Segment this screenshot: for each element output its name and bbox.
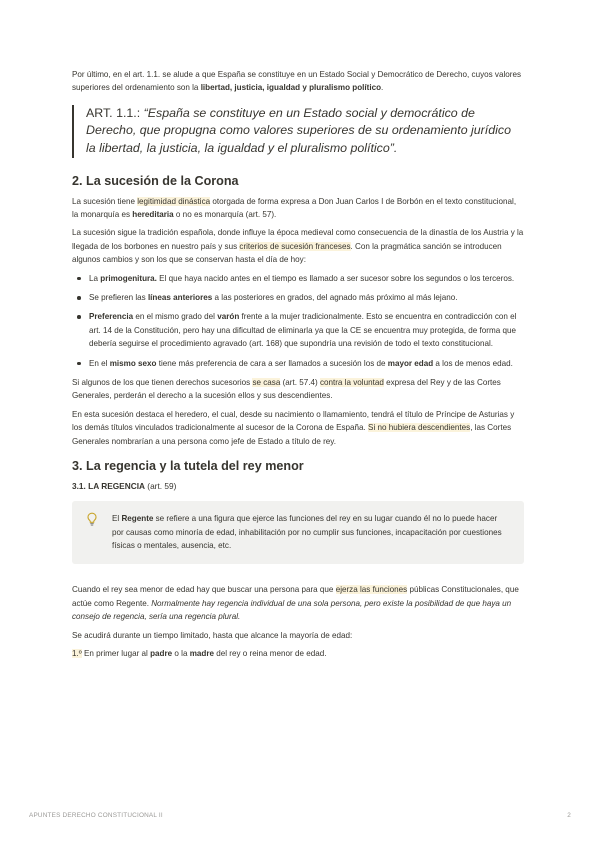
article-quote [72,105,524,158]
bullet-icon [77,315,81,319]
paragraph: La sucesión sigue la tradición española, donde influye la época medieval como consecuencia de la dinastía de los Austria y la llegada de los borbones en nuestro país y sus criterios de sucesión franceses. Con la pragmática sanción se introducen algunos cambios y son los que se conservan hasta el día de hoy: [72,228,524,265]
bullet-icon [77,362,81,366]
succession-criteria-list [72,272,524,370]
quote-text: “España se constituye en un Estado social y democrático de Derecho, que propugna como valores superiores de su ordenamiento jurídico la libertad, la justicia, la igualdad y el pluralismo político”. [86,105,511,155]
intro-paragraph: Por último, en el art. 1.1. se alude a que España se constituye en un Estado Social y Democrático de Derecho, cuyos valores superiores del ordenamiento son la libertad, justicia, igualdad y pluralismo político. [72,70,522,93]
highlight: legitimidad dinástica [137,196,211,206]
paragraph: Se acudirá durante un tiempo limitado, hasta que alcance la mayoría de edad: [72,630,353,640]
bullet-icon [77,296,81,300]
page-footer [29,812,571,819]
ordinal-marker: 1.º [72,648,82,658]
paragraph: La sucesión tiene legitimidad dinástica otorgada de forma expresa a Don Juan Carlos I de Borbón en el texto constitucional, la monarquía es hereditaria o no es monarquía (art. 57). [72,196,517,219]
document-page [72,68,524,665]
list-item: Se prefieren las líneas anteriores a las posteriores en grados, del agnado más próximo al más lejano. [72,291,524,304]
highlight: se casa [252,378,281,388]
subsection-heading: 3.1. LA REGENCIA (art. 59) [72,481,177,492]
list-item: Preferencia en el mismo grado del varón frente a la mujer tradicionalmente. Esto se encuentra en contradicción con el art. 14 de la Constitución, pero hay una dificultad de eliminarla ya que la CE se encuentra muy protegida, de forma que debería seguirse el procedimiento agravado (art. 168) que supondría una revisión de todo el texto constitucional. [72,310,524,350]
paragraph: 1.º En primer lugar al padre o la madre del rey o reina menor de edad. [72,648,327,658]
list-item: En el mismo sexo tiene más preferencia de cara a ser llamados a sucesión los de mayor edad a los de menos edad. [72,357,524,370]
highlight: criterios de sucesión franceses [239,241,351,251]
paragraph: Si algunos de los que tienen derechos sucesorios se casa (art. 57.4) contra la voluntad expresa del Rey y de las Cortes Generales, perderán el derecho a la sucesión ellos y sus descendientes. [72,378,501,401]
page-number: 2 [567,812,571,819]
lightbulb-icon [84,511,100,527]
highlight: contra la voluntad [319,378,384,388]
section-heading-regencia: 3. La regencia y la tutela del rey menor [72,459,304,474]
quote-label: ART. 1.1.: [86,105,141,120]
regente-callout [72,501,524,564]
section-heading-sucesion: 2. La sucesión de la Corona [72,173,239,188]
paragraph: Cuando el rey sea menor de edad hay que buscar una persona para que ejerza las funciones públicas Constitucionales, que actúe como Regente. Normalmente hay regencia individual de una sola persona, pero existe la posibilidad de que haya un consejo de regencia, sería una regencia plural. [72,585,519,622]
highlight: ejerza las funciones [335,585,408,595]
callout-text: El Regente se refiere a una figura que ejerce las funciones del rey en su lugar cuando él no lo puede hacer por causas como minoría de edad, inhabilitación por no cumplir sus funciones, incapacitación por cuestiones físicas o mentales, ausencia, etc. [112,514,502,550]
list-item: La primogenitura. El que haya nacido antes en el tiempo es llamado a ser sucesor sobre los segundos o los terceros. [72,272,524,285]
bullet-icon [77,277,81,281]
highlight: Si no hubiera descendientes [368,423,471,433]
footer-title: APUNTES DERECHO CONSTITUCIONAL II [29,812,163,819]
paragraph: En esta sucesión destaca el heredero, el cual, desde su nacimiento o llamamiento, tendrá el título de Príncipe de Asturias y los demás títulos vinculados tradicionalmente al sucesor de la Corona de España. Si no hubiera descendientes, las Cortes Generales nombrarían a una persona como jefe de Estado a título de rey. [72,409,515,446]
